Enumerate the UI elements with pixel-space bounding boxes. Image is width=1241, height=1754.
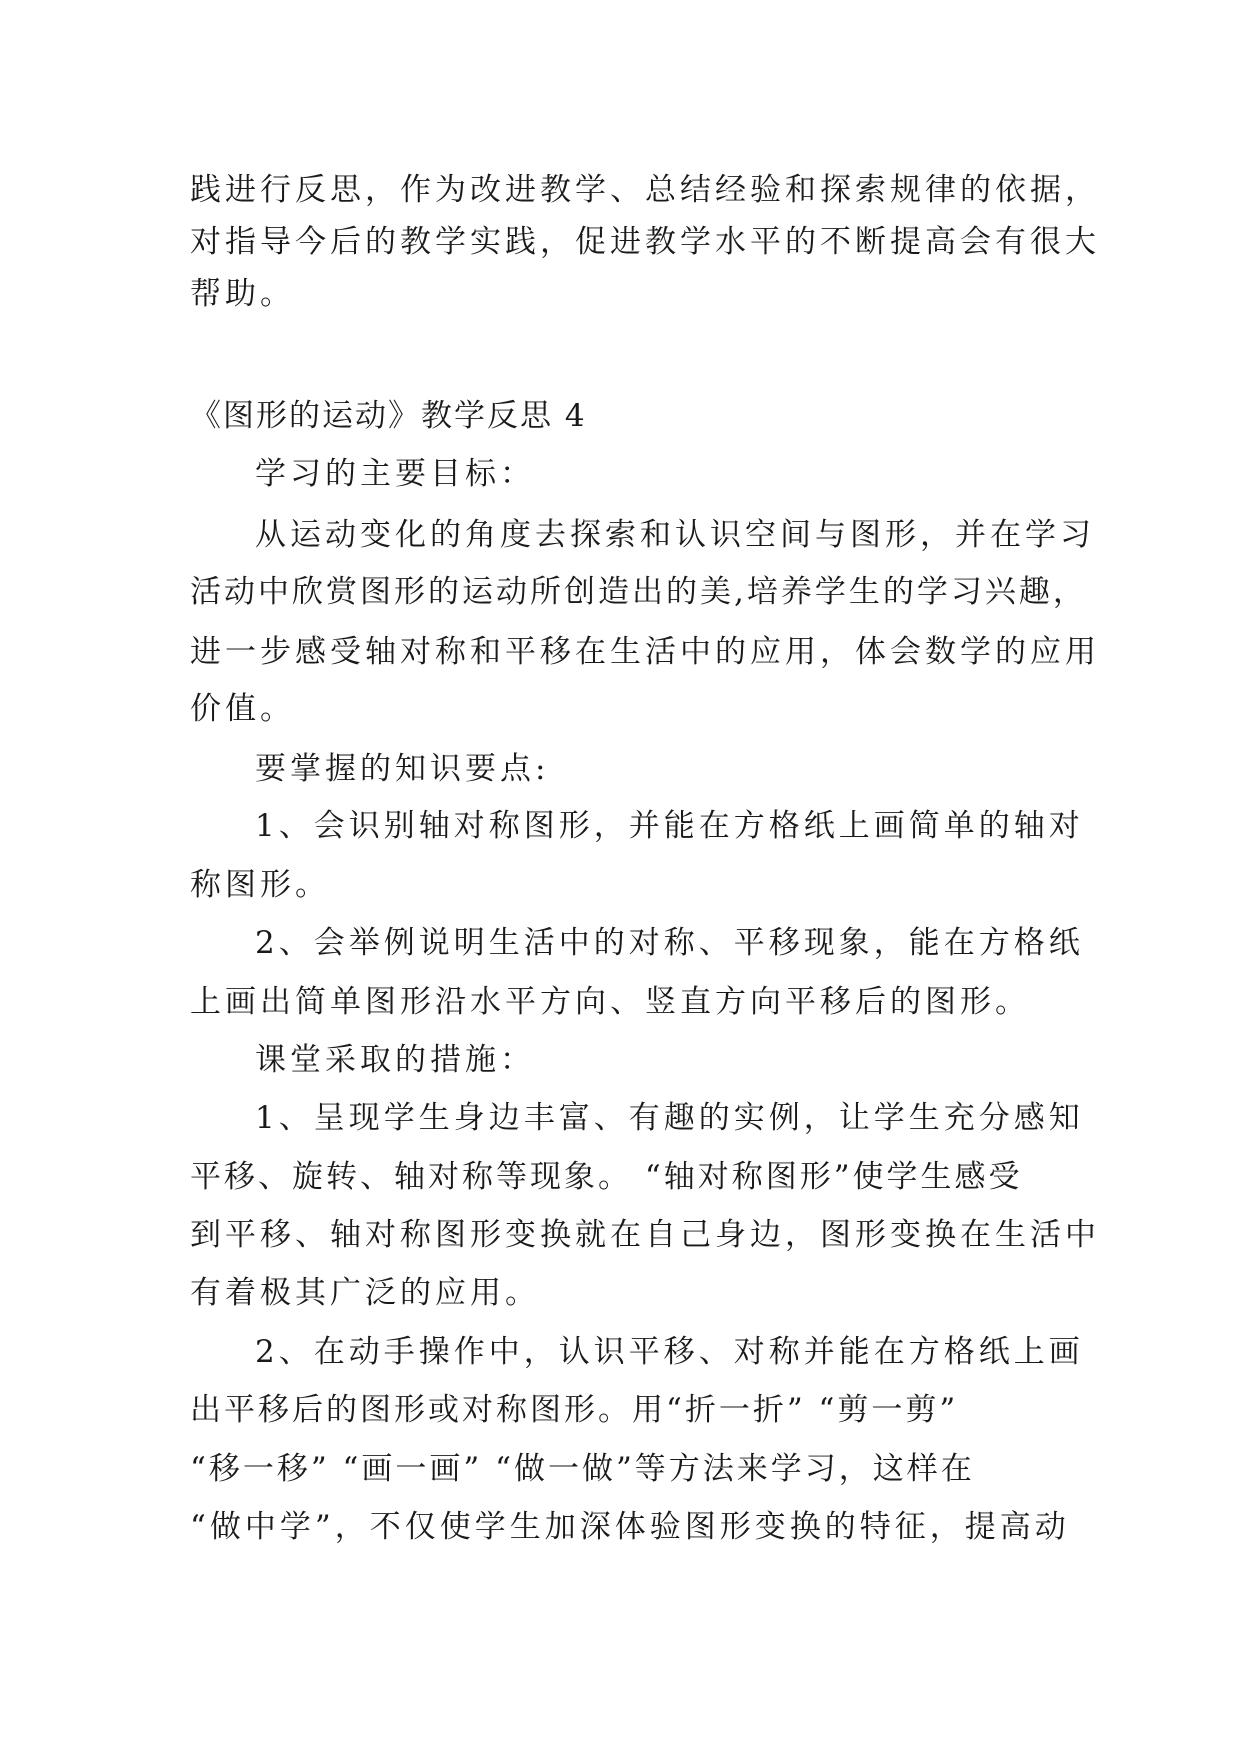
list-item-line: 到平移、轴对称图形变换就在自己身边，图形变换在生活中 <box>190 1217 1100 1253</box>
subheading: 学习的主要目标： <box>255 456 535 492</box>
paragraph-line: 进一步感受轴对称和平移在生活中的应用，体会数学的应用 <box>190 634 1100 670</box>
paragraph-line: 帮助。 <box>190 276 295 312</box>
paragraph-line: 对指导今后的教学实践，促进教学水平的不断提高会有很大 <box>190 224 1100 260</box>
list-item-line: 有着极其广泛的应用。 <box>190 1275 540 1311</box>
list-item-line: “做中学”，不仅使学生加深体验图形变换的特征，提高动 <box>190 1509 1070 1545</box>
list-item-line: “移一移” “画一画” “做一做”等方法来学习，这样在 <box>190 1451 975 1487</box>
subheading: 课堂采取的措施： <box>255 1042 535 1078</box>
list-item-line: 2、会举例说明生活中的对称、平移现象，能在方格纸 <box>255 925 1084 961</box>
paragraph-line: 价值。 <box>190 691 295 727</box>
list-item-line: 1、会识别轴对称图形，并能在方格纸上画简单的轴对 <box>255 808 1084 844</box>
paragraph-line: 活动中欣赏图形的运动所创造出的美,培养学生的学习兴趣， <box>190 574 1087 610</box>
paragraph-line: 从运动变化的角度去探索和认识空间与图形，并在学习 <box>255 517 1095 553</box>
list-item-line: 平移、旋转、轴对称等现象。 “轴对称图形”使学生感受 <box>190 1159 1023 1195</box>
list-item-line: 1、呈现学生身边丰富、有趣的实例，让学生充分感知 <box>255 1100 1084 1136</box>
section-heading: 《图形的运动》教学反思 4 <box>190 398 587 434</box>
list-item-line: 上画出简单图形沿水平方向、竖直方向平移后的图形。 <box>190 984 1030 1020</box>
paragraph-line: 践进行反思，作为改进教学、总结经验和探索规律的依据， <box>190 172 1100 208</box>
list-item-line: 称图形。 <box>190 867 330 903</box>
list-item-line: 2、在动手操作中，认识平移、对称并能在方格纸上画 <box>255 1334 1084 1370</box>
subheading: 要掌握的知识要点: <box>255 751 550 787</box>
list-item-line: 出平移后的图形或对称图形。用“折一折” “剪一剪” <box>190 1392 959 1428</box>
